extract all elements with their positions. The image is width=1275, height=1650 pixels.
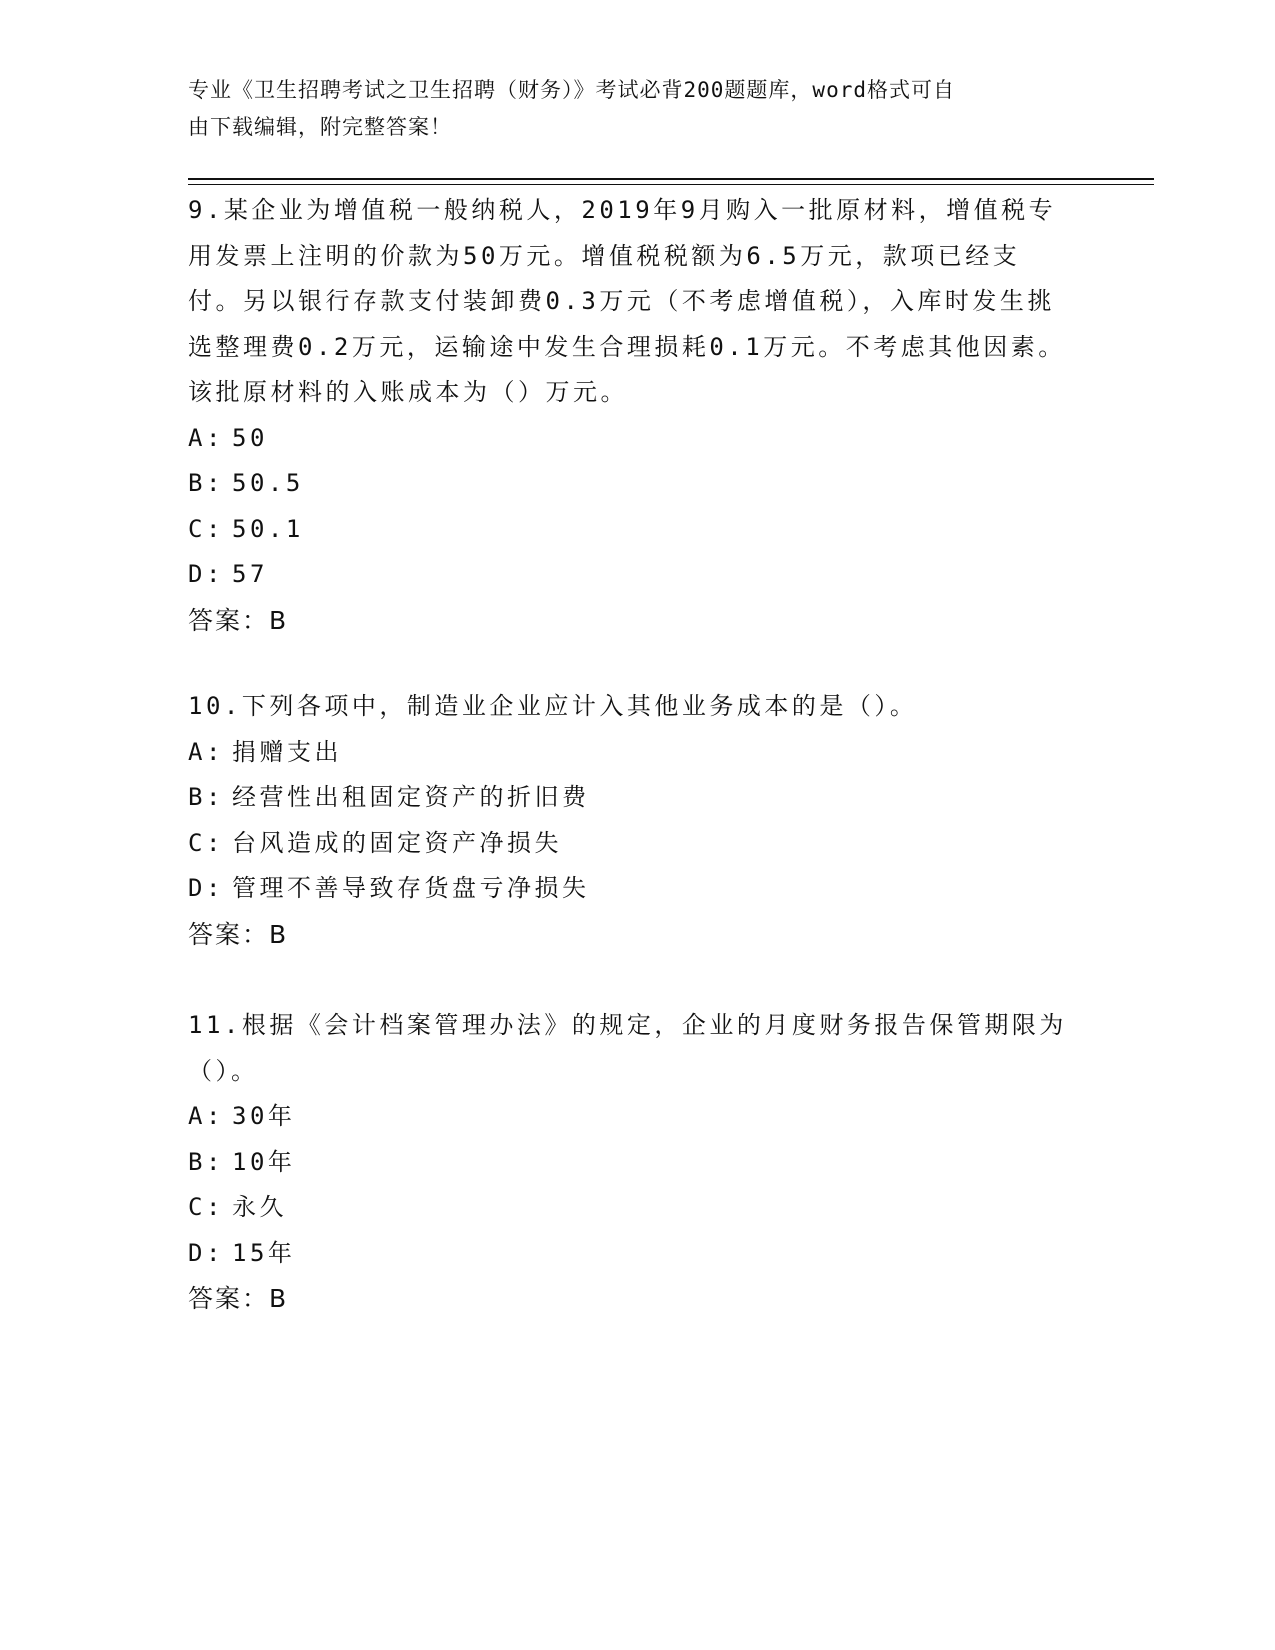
option-a xyxy=(188,730,1088,776)
option-b xyxy=(188,775,1088,821)
option-key: A: xyxy=(188,423,224,452)
header-line-1: 专业《卫生招聘考试之卫生招聘（财务）》考试必背200题题库，word格式可自 xyxy=(188,78,955,102)
answer-line: 答案：B xyxy=(188,1284,289,1313)
option-d xyxy=(188,1231,1088,1277)
option-key: A: xyxy=(188,737,224,766)
option-text: 永久 xyxy=(232,1193,287,1221)
option-text: 57 xyxy=(232,560,268,588)
option-text: 50 xyxy=(232,423,268,452)
option-text: 15年 xyxy=(232,1238,296,1267)
option-key: C: xyxy=(188,828,224,857)
option-text: 经营性出租固定资产的折旧费 xyxy=(232,783,590,811)
option-a xyxy=(188,416,1088,462)
option-text: 台风造成的固定资产净损失 xyxy=(232,828,562,857)
option-c xyxy=(188,1185,1088,1231)
option-c xyxy=(188,507,1088,553)
question-9 xyxy=(188,188,1088,643)
question-stem: 11.根据《会计档案管理办法》的规定，企业的月度财务报告保管期限为（）。 xyxy=(188,1011,1067,1085)
header-divider-thick xyxy=(188,178,1154,180)
option-d xyxy=(188,866,1088,912)
answer-line: 答案：B xyxy=(188,605,289,635)
option-text: 捐赠支出 xyxy=(232,737,342,766)
question-stem: 9.某企业为增值税一般纳税人，2019年9月购入一批原材料，增值税专用发票上注明的价款为50万元。增值税税额为6.5万元，款项已经支付。另以银行存款支付装卸费0.3万元（不考虑增值税），入库时发生挑选整理费0.2万元，运输途中发生合理损耗0.1万元。不考虑其他因素。该批原材料的入账成本为（）万元。 xyxy=(188,196,1066,406)
option-key: D: xyxy=(188,560,224,588)
option-key: B: xyxy=(188,469,224,497)
option-a xyxy=(188,1094,1088,1140)
option-b xyxy=(188,461,1088,507)
option-key: A: xyxy=(188,1102,224,1130)
option-key: B: xyxy=(188,783,224,811)
option-key: D: xyxy=(188,874,224,902)
option-key: B: xyxy=(188,1147,224,1176)
question-10 xyxy=(188,684,1088,957)
option-c xyxy=(188,821,1088,867)
option-text: 30年 xyxy=(232,1102,296,1130)
header-divider-thin xyxy=(188,184,1154,185)
option-d xyxy=(188,552,1088,598)
option-text: 50.1 xyxy=(232,514,304,543)
option-text: 10年 xyxy=(232,1147,296,1176)
option-b xyxy=(188,1140,1088,1186)
question-11 xyxy=(188,1003,1088,1322)
answer-line: 答案：B xyxy=(188,919,289,949)
option-key: D: xyxy=(188,1238,224,1267)
option-text: 管理不善导致存货盘亏净损失 xyxy=(232,874,590,902)
option-text: 50.5 xyxy=(232,469,304,497)
header-line-2: 由下载编辑，附完整答案！ xyxy=(188,115,452,139)
question-stem: 10.下列各项中，制造业企业应计入其他业务成本的是（）。 xyxy=(188,692,918,720)
document-header xyxy=(188,72,1068,146)
option-key: C: xyxy=(188,1193,224,1221)
option-key: C: xyxy=(188,514,224,543)
